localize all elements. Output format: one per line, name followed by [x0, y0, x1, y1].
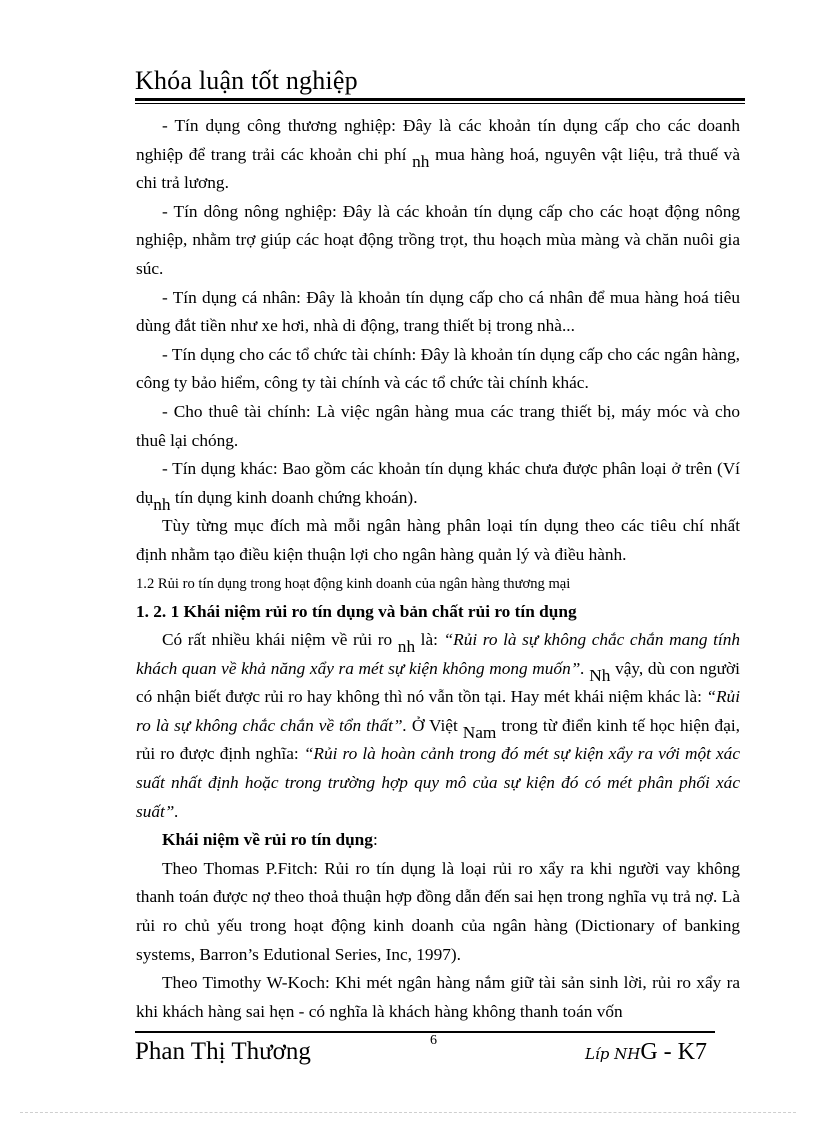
page-header-title: Khóa luận tốt nghiệp [135, 66, 358, 95]
header-rule-thin [135, 103, 745, 104]
paragraph-credit-financial-orgs: - Tín dụng cho các tổ chức tài chính: Đây là khoản tín dụng cấp cho các ngân hàng, công ty bảo hiểm, công ty tài chính và các tổ chức tài chính khác. [136, 344, 740, 393]
page-bottom-edge [20, 1112, 796, 1113]
paragraph-credit-risk-concept: Khái niệm về rủi ro tín dụng: [162, 830, 378, 850]
paragraph-timothy-koch: Theo Timothy W-Koch: Khi mét ngân hàng nắm giữ tài sản sinh lời, rủi ro xẩy ra khi khách hàng sai hẹn - có nghĩa là khách hàng không thanh toán vốn [136, 973, 740, 1021]
paragraph-risk-definitions: Có rất nhiều khái niệm về rủi ro nh là: “Rủi ro là sự không chắc chắn mang tính khách quan về khả năng xẩy ra mét sự kiện không mong muốn”. Nh vậy, dù con người có nhận biết được rủi ro hay không thì nó vẫn tồn tại. Hay mét khái niệm khác là: “Rủi ro là sự không chắc chắn về tổn thất”. Ở Việt Nam trong từ điển kinh tế học hiện đại, rủi ro được định nghĩa: “Rủi ro là hoàn cảnh trong đó mét sự kiện xẩy ra với một xác suất nhất định hoặc trong trường hợp quy mô của sự kiện đó có mét phân phối xác suất”. [136, 630, 741, 821]
section-heading-1-2-1: 1. 2. 1 Khái niệm rủi ro tín dụng và bản chất rủi ro tín dụng [136, 601, 577, 621]
footer-author: Phan Thị Thương [135, 1038, 311, 1065]
footer-class: Líp NHG - K7 [585, 1039, 707, 1065]
paragraph-credit-personal: - Tín dụng cá nhân: Đây là khoản tín dụng cấp cho cá nhân để mua hàng hoá tiêu dùng đắt tiền như xe hơi, nhà di động, trang thiết bị trong nhà... [136, 287, 740, 336]
document-body [136, 112, 740, 1026]
paragraph-credit-agriculture: - Tín dông nông nghiệp: Đây là các khoản tín dụng cấp cho các hoạt động nông nghiệp, nhằm trợ giúp các hoạt động trồng trọt, thu hoạch mùa màng và chăn nuôi gia súc. [136, 201, 740, 278]
page-number: 6 [430, 1033, 437, 1048]
header-rule [135, 98, 745, 101]
paragraph-credit-commerce: - Tín dụng công thương nghiệp: Đây là các khoản tín dụng cấp cho các doanh nghiệp để trang trải các khoản chi phí nh mua hàng hoá, nguyên vật liệu, trả thuế và chi trả lương. [136, 116, 740, 193]
paragraph-leasing: - Cho thuê tài chính: Là việc ngân hàng mua các trang thiết bị, máy móc và cho thuê lại chóng. [136, 401, 740, 450]
paragraph-credit-other: - Tín dụng khác: Bao gồm các khoản tín dụng khác chưa được phân loại ở trên (Ví dụnh tín dụng kinh doanh chứng khoán). [136, 459, 740, 514]
paragraph-classification: Tùy từng mục đích mà mỗi ngân hàng phân loại tín dụng theo các tiêu chí nhất định nhằm tạo điều kiện thuận lợi cho ngân hàng quản lý và điều hành. [136, 516, 740, 564]
paragraph-thomas-fitch: Theo Thomas P.Fitch: Rủi ro tín dụng là loại rủi ro xẩy ra khi người vay không thanh toán được nợ theo thoả thuận hợp đồng dẫn đến sai hẹn trong nghĩa vụ trả nợ. Là rủi ro chủ yếu trong hoạt động kinh doanh của ngân hàng (Dictionary of banking systems, Barron’s Edutional Series, Inc, 1997). [136, 858, 740, 964]
footer-rule [135, 1031, 715, 1033]
section-heading-1-2: 1.2 Rủi ro tín dụng trong hoạt động kinh doanh của ngân hàng thương mại [136, 575, 571, 592]
